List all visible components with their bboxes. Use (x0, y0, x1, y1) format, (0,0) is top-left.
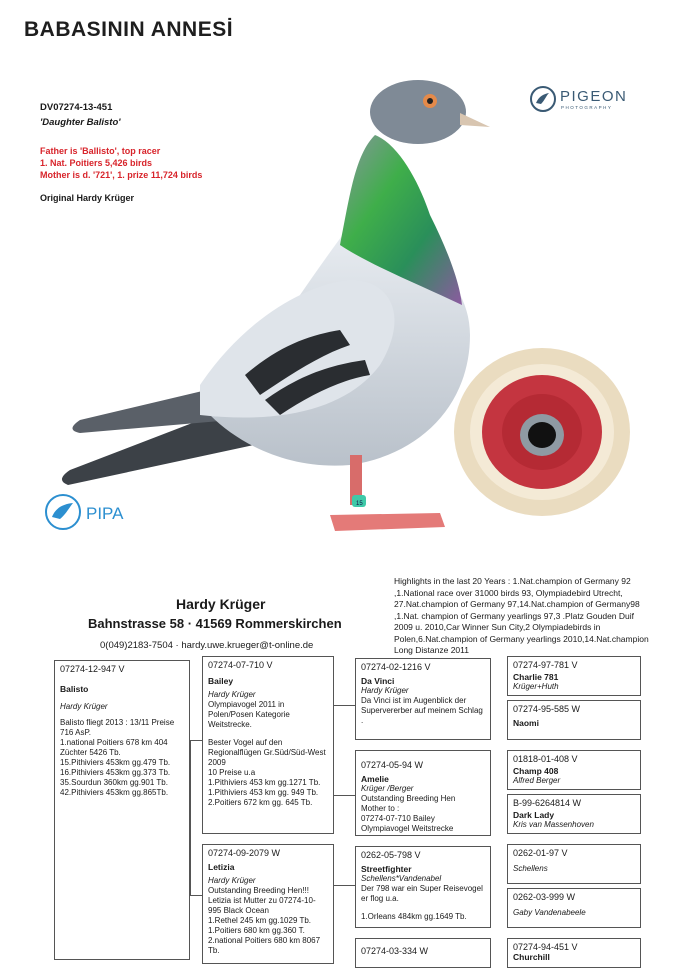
pipa-logo-icon (44, 493, 82, 531)
pedigree-note: Da Vinci ist im Augenblick der Supervererber auf meinem Schlag . (361, 696, 483, 725)
pigeon-logo-icon (530, 86, 556, 112)
pedigree-note: Letizia ist Mutter zu 07274-10-995 Black Ocean (208, 896, 316, 915)
breeder-name: Hardy Krüger (176, 596, 266, 612)
pedigree-note: 35.Sourdun 360km gg.901 Tb. (60, 778, 168, 787)
breeder-address: Bahnstrasse 58 · 41569 Rommerskirchen (88, 616, 342, 631)
bird-info-mother: Mother is d. '721', 1. prize 11,724 birds (40, 170, 203, 180)
connector-line (333, 885, 355, 886)
pedigree-note: Olympiavogel 2011 in Polen/Posen Kategorie Weitstrecke. (208, 700, 290, 729)
pedigree-note: Bester Vogel auf den Regionalflügen Gr.Süd/Süd-West 2009 (208, 738, 326, 767)
pedigree-gggp-box (507, 938, 641, 968)
pedigree-note: Outstanding Breeding Hen (361, 794, 456, 803)
pedigree-note: 07274-07-710 Bailey (361, 814, 435, 823)
pedigree-ggdam2-box (355, 938, 491, 968)
pigeon-photo (50, 75, 500, 545)
pedigree-note: 16.Pithiviers 453km gg.373 Tb. (60, 768, 171, 777)
pedigree-note: 15.Pithiviers 453km gg.479 Tb. (60, 758, 171, 767)
breeder-contact: 0(049)2183-7504 · hardy.uwe.krueger@t-online.de (100, 640, 314, 651)
eye-closeup-photo (450, 345, 635, 520)
pedigree-ring: 0262-03-999 W (513, 892, 576, 902)
bird-info-father: Father is 'Ballisto', top racer (40, 146, 161, 156)
pedigree-gggp-box (507, 656, 641, 696)
pedigree-note: 1.Rethel 245 km gg.1029 Tb. (208, 916, 312, 925)
pedigree-ring: 07274-02-1216 V (361, 662, 431, 672)
pedigree-note: Olympiavogel Weitstrecke (361, 824, 454, 833)
pedigree-granddam-box (202, 844, 334, 964)
pedigree-ring: 07274-03-334 W (361, 946, 429, 956)
pedigree-note: 1.Pithiviers 453 km gg. 949 Tb. (208, 788, 319, 797)
pedigree-note: Mother to : (361, 804, 400, 813)
pedigree-name: Bailey (208, 676, 234, 686)
pedigree-breeder: Alfred Berger (513, 776, 561, 785)
pigeon-logo-subtext: PHOTOGRAPHY (561, 105, 613, 110)
connector-line (190, 740, 191, 895)
bird-origin: Original Hardy Krüger (40, 193, 135, 203)
pedigree-note: 10 Preise u.a (208, 768, 256, 777)
pedigree-breeder: Krüger /Berger (361, 784, 414, 793)
pedigree-name: Churchill (513, 952, 550, 962)
pedigree-ring: 0262-05-798 V (361, 850, 421, 860)
pedigree-ring: 07274-05-94 W (361, 760, 424, 770)
pedigree-ring: 0262-01-97 V (513, 848, 568, 858)
pedigree-name: Champ 408 (513, 766, 559, 776)
pedigree-gggp-box (507, 794, 641, 834)
pedigree-name: Gaby Vandenabeele (513, 908, 586, 917)
connector-line (190, 895, 202, 896)
pedigree-ring: 07274-07-710 V (208, 660, 273, 670)
page-title: BABASININ ANNESİ (24, 18, 234, 41)
pedigree-note: 1.Poitiers 680 km gg.360 T. (208, 926, 305, 935)
pedigree-note: 42.Pithiviers 453km gg.865Tb. (60, 788, 169, 797)
connector-line (333, 795, 355, 796)
pedigree-ring: B-99-6264814 W (513, 798, 582, 808)
pedigree-sire-box (54, 660, 190, 960)
pedigree-breeder: Hardy Krüger (361, 686, 409, 695)
pedigree-gggp-box (507, 750, 641, 790)
pedigree-name: Letizia (208, 862, 235, 872)
pedigree-breeder: Schellens*Vandenabel (361, 874, 442, 883)
pedigree-note: Der 798 war ein Super Reisevogel er flog u.a. (361, 884, 483, 903)
bird-name: 'Daughter Balisto' (40, 117, 121, 128)
pedigree-note: 1.Pithiviers 453 km gg.1271 Tb. (208, 778, 321, 787)
breeder-highlights: Highlights in the last 20 Years : 1.Nat.champion of Germany 92 ,1.National race over 31000 birds 93, Olympiadebird Utrecht, 27.Nat.champion of Germany 97,14.Nat.champion of Germany98 ,1.Nat. champion of Germany yearlings 97,3 .Platz Gouden Duif 2009 u. 2010,Car Winner Sun City,2 Olympiadebirds in Polen,6.Nat.champion of Germany yearlings 2010,14.Nat.champion Long Distanze 2011 (394, 576, 649, 655)
pedigree-note: 1.national Poitiers 678 km 404 Züchter 5426 Tb. (60, 738, 168, 757)
pedigree-name: Da Vinci (361, 676, 395, 686)
pigeon-photography-logo (530, 86, 628, 117)
pedigree-ring: 07274-09-2079 W (208, 848, 281, 858)
connector-line (333, 705, 355, 706)
pedigree-grandsire-box (202, 656, 334, 834)
pedigree-note: 1.Orleans 484km gg.1649 Tb. (361, 912, 467, 921)
pedigree-note: Balisto fliegt 2013 : 13/11 Preise 716 AsP. (60, 718, 175, 737)
pedigree-breeder: Kris van Massenhoven (513, 820, 594, 829)
pedigree-name: Charlie 781 (513, 672, 559, 682)
pedigree-name: Amelie (361, 774, 389, 784)
pipa-logo-text: PIPA (86, 504, 124, 523)
pedigree-name: Schellens (513, 864, 548, 873)
pedigree-note: 2.Poitiers 672 km gg. 645 Tb. (208, 798, 313, 807)
pigeon-logo-text: PIGEON (560, 88, 628, 105)
pedigree-note: 2.national Poitiers 680 km 8067 Tb. (208, 936, 321, 955)
pedigree-ring: 07274-94-451 V (513, 942, 578, 952)
pedigree-ggsire1-box (355, 658, 491, 740)
leg-ring-text: 15 (356, 501, 363, 507)
bird-info-result: 1. Nat. Poitiers 5,426 birds (40, 158, 153, 168)
pedigree-ggsire2-box (355, 846, 491, 928)
pedigree-name: Streetfighter (361, 864, 412, 874)
pedigree-ggdam1-box (355, 750, 491, 836)
pedigree-breeder: Krüger+Huth (513, 682, 559, 691)
pedigree-ring: 01818-01-408 V (513, 754, 578, 764)
pedigree-breeder: Hardy Krüger (208, 690, 256, 699)
pipa-logo (44, 493, 124, 536)
pedigree-note: Outstanding Breeding Hen!!! (208, 886, 309, 895)
pedigree-breeder: Hardy Krüger (208, 876, 256, 885)
connector-line (190, 740, 202, 741)
pedigree-name: Dark Lady (513, 810, 555, 820)
bird-ring-number: DV07274-13-451 (40, 102, 113, 113)
pedigree-gggp-box (507, 888, 641, 928)
pedigree-gggp-box (507, 844, 641, 884)
pedigree-gggp-box (507, 700, 641, 740)
pedigree-name: Naomi (513, 718, 539, 728)
pedigree-ring: 07274-95-585 W (513, 704, 581, 714)
pedigree-name: Balisto (60, 684, 89, 694)
pedigree-breeder: Hardy Krüger (60, 702, 108, 711)
pedigree-ring: 07274-97-781 V (513, 660, 578, 670)
pedigree-ring: 07274-12-947 V (60, 664, 125, 674)
